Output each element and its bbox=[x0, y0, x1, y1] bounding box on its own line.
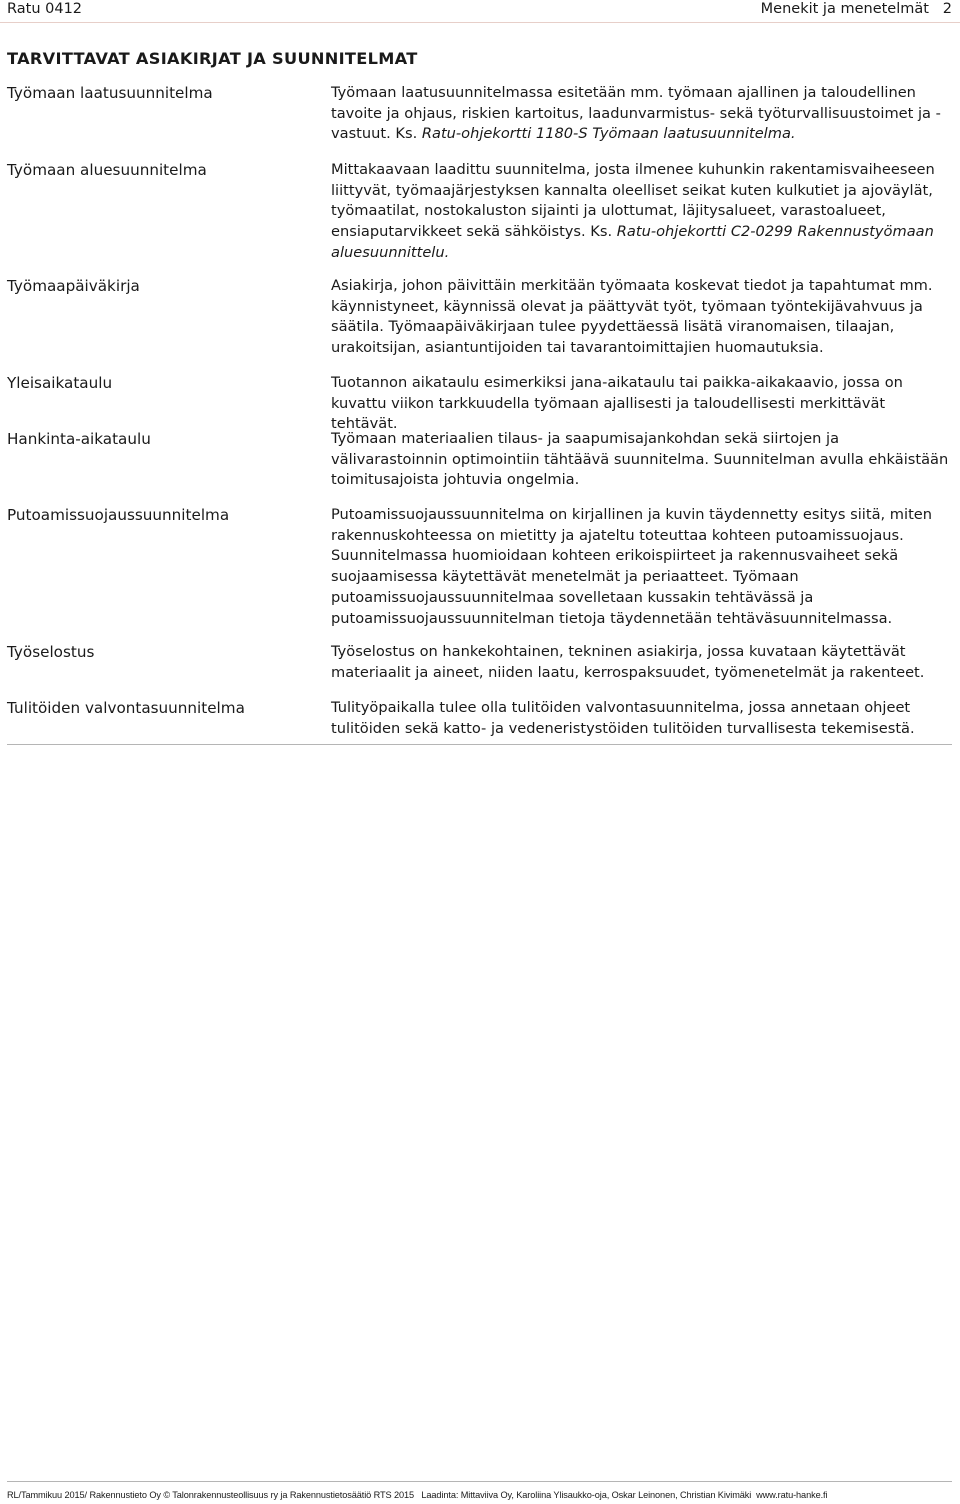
term-description: Tulityöpaikalla tulee olla tulitöiden valvontasuunnitelma, jossa annetaan ohjeet tulitöiden sekä katto- ja vedeneristystöiden tulitöiden turvallisesta tekemisestä. bbox=[331, 699, 915, 737]
content-divider bbox=[7, 744, 952, 745]
term-label: Yleisaikataulu bbox=[7, 374, 113, 392]
term-label: Työmaapäiväkirja bbox=[7, 277, 140, 295]
footer-divider bbox=[7, 1481, 952, 1482]
term-description: Putoamissuojaussuunnitelma on kirjallinen ja kuvin täydennetty esitys siitä, miten rakennuskohteessa on mietitty ja ajateltu toteuttaa kohteen putoamissuojaus. Suunnitelmassa huomioidaan kohteen erikoispiirteet ja rakennusvaiheet sekä suojaamisessa käytettävät menetelmät ja periaatteet. Työmaan putoamissuojaussuunnitelmaa sovelletaan kussakin tehtävässä ja putoamissuojaussuunnitelman tietoja täydennetään tehtäväsuunnitelmassa. bbox=[331, 506, 933, 627]
term-description: Asiakirja, johon päivittäin merkitään työmaata koskevat tiedot ja tapahtumat mm. käynnistyneet, käynnissä olevat ja päättyvät työt, työmaan työntekijävahvuus ja säätila. Työmaapäiväkirjaan tulee pyydettäessä lisätä viranomaisen, tilaajan, urakoitsijan, asiantuntijoiden tai tavarantoimittajien huomautuksia. bbox=[331, 277, 933, 357]
term-description: Tuotannon aikataulu esimerkiksi jana-aikataulu tai paikka-aikakaavio, jossa on kuvattu viikon tarkkuudella työmaan ajallisesti ja taloudellisesti merkittävät tehtävät. bbox=[331, 374, 903, 433]
page-footer: RL/Tammikuu 2015/ Rakennustieto Oy © Talonrakennusteollisuus ry ja Rakennustietosäätiö RTS 2015 Laadinta: Mittaviiva Oy, Karoliina Ylisaukko-oja, Oskar Leinonen, Christian Kivimäki www.ratu-hanke.fi bbox=[7, 1490, 828, 1500]
header-page-title: Menekit ja menetelmät 2 bbox=[760, 1, 952, 17]
header-divider bbox=[0, 22, 960, 23]
term-label: Hankinta-aikataulu bbox=[7, 430, 151, 448]
term-label: Työmaan laatusuunnitelma bbox=[7, 84, 213, 102]
term-description: Työmaan laatusuunnitelmassa esitetään mm. työmaan ajallinen ja taloudellinen tavoite ja ohjaus, riskien kartoitus, laadunvarmistus- sekä työturvallisuustoimet ja -vastuut. Ks. Ratu-ohjekortti 1180-S Työmaan laatusuunnitelma. bbox=[331, 84, 941, 143]
reference-link: Ratu-ohjekortti 1180-S Työmaan laatusuunnitelma. bbox=[421, 125, 796, 143]
term-description: Mittakaavaan laadittu suunnitelma, josta ilmenee kuhunkin rakentamisvaiheeseen liittyvät, työmaajärjestyksen kannalta oleelliset seikat kuten kulkutiet ja ajoväylät, työmaatilat, nostokaluston sijainti ja ulottumat, läjitysalueet, varastoalueet, ensiaputarvikkeet sekä sähköistys. Ks. Ratu-ohjekortti C2-0299 Rakennustyömaan aluesuunnittelu. bbox=[331, 161, 935, 261]
term-label: Työselostus bbox=[7, 643, 95, 661]
term-description: Työselostus on hankekohtainen, tekninen asiakirja, jossa kuvataan käytettävät materiaalit ja aineet, niiden laatu, kerrospaksuudet, työmenetelmät ja rakenteet. bbox=[331, 643, 925, 681]
section-title: TARVITTAVAT ASIAKIRJAT JA SUUNNITELMAT bbox=[7, 49, 418, 68]
reference-link: Ratu-ohjekortti C2-0299 Rakennustyömaan aluesuunnittelu. bbox=[331, 223, 934, 261]
header-document-code: Ratu 0412 bbox=[7, 1, 83, 17]
term-description: Työmaan materiaalien tilaus- ja saapumisajankohdan sekä siirtojen ja välivarastoinnin optimointiin tähtäävä suunnitelma. Suunnitelman avulla ehkäistään toimitusajoista johtuvia ongelmia. bbox=[331, 430, 949, 489]
term-label: Putoamissuojaussuunnitelma bbox=[7, 506, 230, 524]
term-label: Tulitöiden valvontasuunnitelma bbox=[7, 699, 245, 717]
page-header bbox=[0, 0, 960, 20]
term-label: Työmaan aluesuunnitelma bbox=[7, 161, 207, 179]
